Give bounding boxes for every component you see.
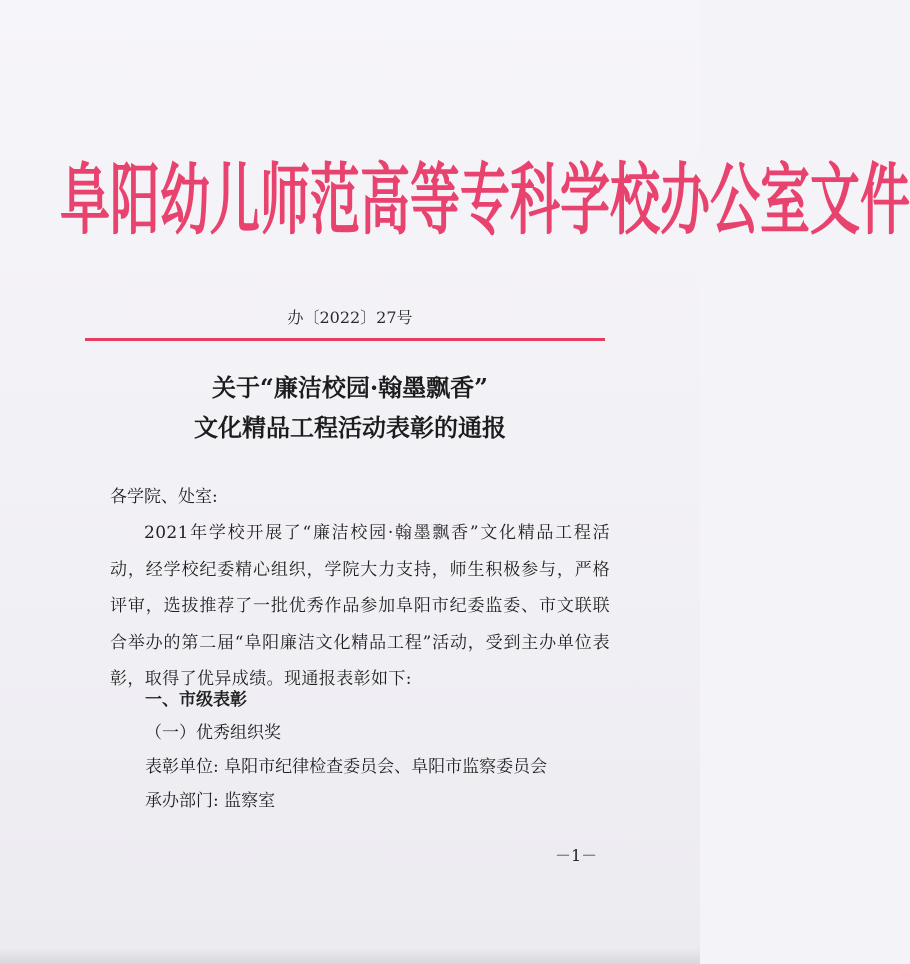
document-number: 办〔2022〕27号 [287,308,413,327]
notice-title-line-2: 文化精品工程活动表彰的通报 [194,413,506,442]
notice-title-line-1: 关于“廉洁校园·翰墨飘香” [212,373,488,402]
section-heading-city-level: 一、市级表彰 [145,690,247,710]
body-paragraph: 2021年学校开展了“廉洁校园·翰墨飘香”文化精品工程活动，经学校纪委精心组织，学院大力支持，师生积极参与，严格评审，选拔推荐了一批优秀作品参加阜阳市纪委监委、市文联联合举办的第二届“阜阳廉洁文化精品工程”活动，受到主办单位表彰，取得了优异成绩。现通报表彰如下: [110,523,610,689]
scan-bottom-edge [0,948,700,964]
page-number: －1－ [555,846,598,865]
subsection-heading-organization-award: （一）优秀组织奖 [145,723,281,743]
award-unit-line: 表彰单位: 阜阳市纪律检查委员会、阜阳市监察委员会 [145,757,548,777]
red-divider-rule [85,338,605,341]
masthead-title: 阜阳幼儿师范高等专科学校办公室文件 [60,153,910,245]
organizer-line: 承办部门: 监察室 [145,791,276,811]
addressee: 各学院、处室: [110,487,218,507]
